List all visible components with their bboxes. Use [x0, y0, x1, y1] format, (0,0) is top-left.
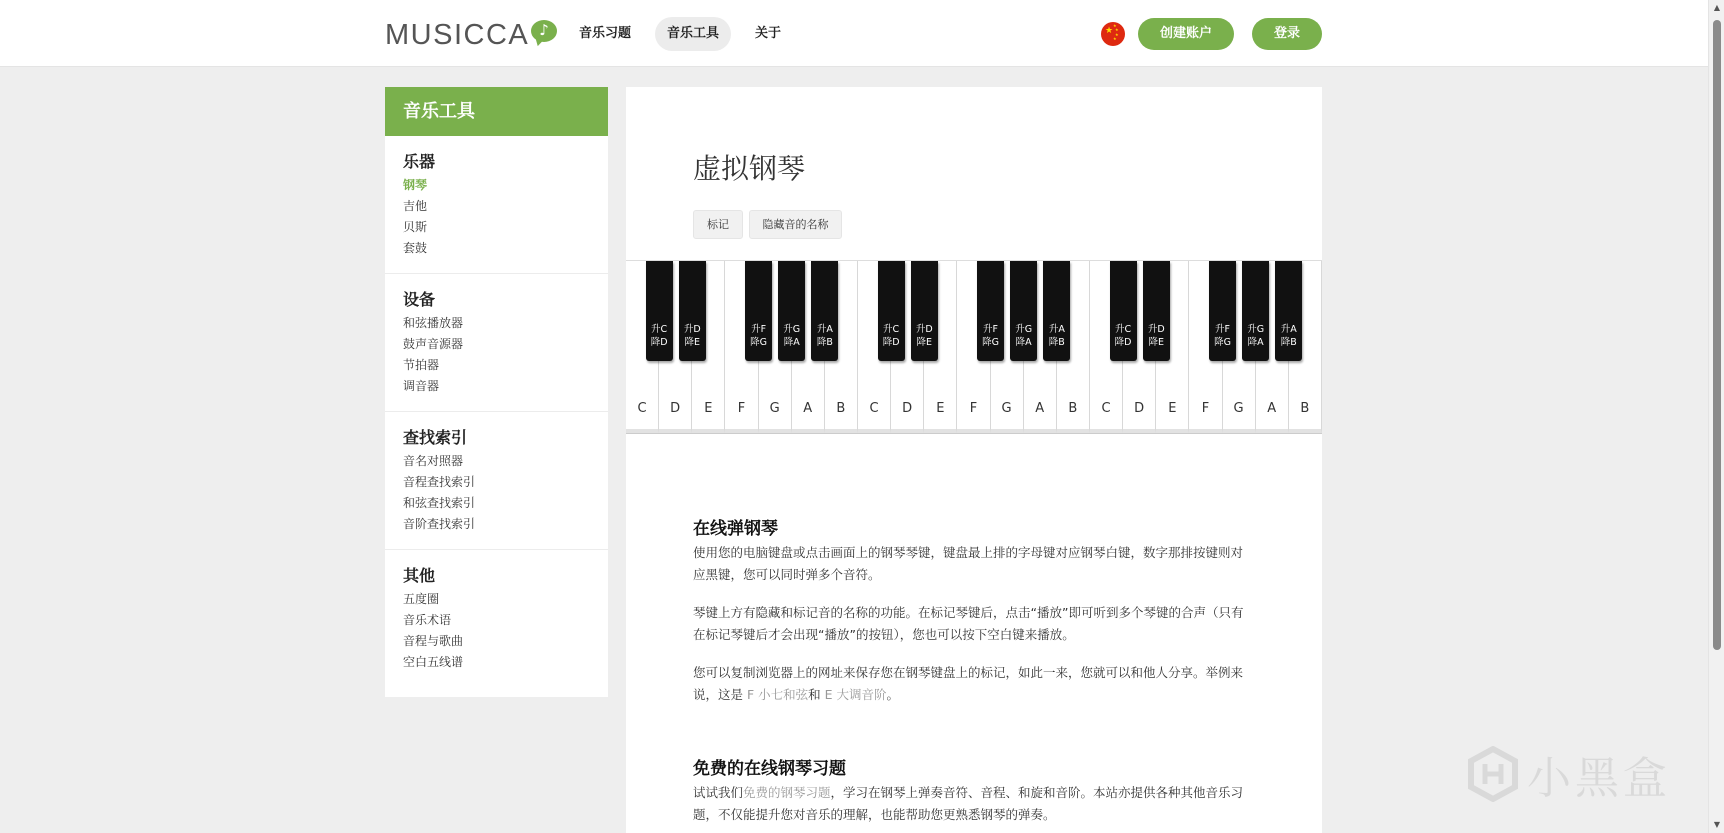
white-key-label: E — [1168, 401, 1177, 416]
white-key-label: G — [1233, 401, 1244, 416]
nav-about[interactable]: 关于 — [755, 26, 782, 41]
musicca-logo[interactable] — [385, 18, 557, 52]
sidebar-item-tuner[interactable]: 调音器 — [403, 379, 440, 393]
sidebar-item-chord-player[interactable]: 和弦播放器 — [403, 316, 464, 330]
sidebar-group-title: 其他 — [403, 566, 436, 585]
link-free-piano-exercises[interactable]: 免费的钢琴习题 — [743, 785, 831, 800]
black-key-label: 升D 降E — [683, 324, 701, 348]
black-key[interactable] — [679, 261, 706, 361]
top-header — [0, 0, 1708, 67]
logo-text: MUSICCA — [385, 19, 530, 51]
scroll-down-icon[interactable]: ▼ — [1713, 820, 1721, 829]
logo-speech-bubble-icon: ♪ — [531, 20, 557, 42]
section-heading-free-exercises: 免费的在线钢琴习题 — [693, 759, 846, 779]
black-key[interactable] — [1275, 261, 1302, 361]
paragraph-intro: 使用您的电脑键盘或点击画面上的钢琴琴键，键盘最上排的字母键对应钢琴白键，数字那排按键则对应黑键，您可以同时弹多个音符。 — [693, 545, 1244, 582]
sidebar-item-metronome[interactable]: 节拍器 — [403, 358, 440, 372]
sidebar-group-title: 查找索引 — [403, 428, 468, 447]
white-key-label: A — [1267, 401, 1277, 416]
white-key-label: F — [1201, 401, 1210, 416]
black-key[interactable] — [878, 261, 905, 361]
black-key-label: 升G 降A — [783, 324, 801, 348]
section-heading-online-piano: 在线弹钢琴 — [693, 519, 778, 539]
watermark-text: 小黑盒 — [1527, 753, 1671, 804]
black-key[interactable] — [778, 261, 805, 361]
sidebar-item-interval-finder[interactable]: 音程查找索引 — [403, 475, 476, 489]
white-key-label: C — [1101, 401, 1111, 416]
black-key[interactable] — [1242, 261, 1269, 361]
sidebar-group-devices — [385, 274, 608, 412]
create-account-button[interactable]: 创建账户 — [1138, 18, 1234, 50]
sidebar-item-music-terms[interactable]: 音乐术语 — [403, 613, 452, 627]
white-key-label: F — [969, 401, 978, 416]
sidebar-item-drums[interactable]: 套鼓 — [403, 241, 428, 255]
sidebar-item-note-names[interactable]: 音名对照器 — [403, 454, 464, 468]
black-key[interactable] — [811, 261, 838, 361]
white-key-label: C — [869, 401, 879, 416]
paragraph-share — [693, 662, 1255, 706]
sidebar-item-scale-finder[interactable]: 音阶查找索引 — [403, 517, 476, 531]
watermark — [1467, 742, 1671, 806]
sidebar-group-title: 设备 — [403, 290, 436, 309]
black-key[interactable] — [745, 261, 772, 361]
black-key-label: 升D 降E — [915, 324, 933, 348]
black-key-label: 升A 降B — [1280, 324, 1297, 348]
sidebar-group-title: 乐器 — [403, 152, 436, 171]
hide-note-names-button[interactable]: 隐藏音的名称 — [749, 210, 842, 239]
black-key-label: 升F 降G — [982, 324, 999, 348]
sidebar-item-chord-finder[interactable]: 和弦查找索引 — [403, 496, 476, 510]
black-key-label: 升A 降B — [1048, 324, 1065, 348]
white-key-label: G — [1001, 401, 1012, 416]
sidebar-title: 音乐工具 — [385, 87, 608, 136]
paragraph-labels: 琴键上方有隐藏和标记音的名称的功能。在标记琴键后，点击“播放”即可听到多个琴键的合声（只有在标记琴键后才会出现“播放”的按钮），您也可以按下空白键来播放。 — [693, 605, 1244, 642]
main-nav — [567, 17, 805, 51]
scroll-thumb[interactable] — [1713, 20, 1721, 650]
exercises-text-a: 试试我们 — [693, 785, 744, 800]
sidebar-item-bass[interactable]: 贝斯 — [403, 220, 428, 234]
sidebar-group-reference — [385, 412, 608, 550]
black-key-label: 升G 降A — [1247, 324, 1265, 348]
black-key-label: 升C 降D — [1114, 324, 1132, 348]
page-title: 虚拟钢琴 — [693, 152, 806, 185]
sidebar-item-intervals-songs[interactable]: 音程与歌曲 — [403, 634, 464, 648]
black-key[interactable] — [1143, 261, 1170, 361]
scroll-up-icon[interactable]: ▲ — [1713, 3, 1721, 12]
black-key[interactable] — [1010, 261, 1037, 361]
white-key-label: C — [637, 401, 647, 416]
nav-exercises[interactable]: 音乐习题 — [579, 26, 632, 41]
black-key-label: 升F 降G — [1214, 324, 1231, 348]
share-text-c: 。 — [886, 687, 900, 702]
black-key[interactable] — [977, 261, 1004, 361]
sidebar-item-piano[interactable]: 钢琴 — [403, 178, 428, 192]
black-key-label: 升A 降B — [816, 324, 833, 348]
sidebar-item-drum-machine[interactable]: 鼓声音源器 — [403, 337, 464, 351]
white-key-label: A — [1035, 401, 1045, 416]
share-text-a: 您可以复制浏览器上的网址来保存您在钢琴键盘上的标记，如此一来，您就可以和他人分享。举例来说，这是 — [693, 665, 1244, 702]
black-key[interactable] — [1043, 261, 1070, 361]
link-e-major-scale[interactable]: E 大调音阶 — [824, 687, 887, 702]
black-key[interactable] — [1110, 261, 1137, 361]
china-flag-icon[interactable]: ★ ★ ★ ★ ★ — [1101, 22, 1125, 46]
black-key[interactable] — [911, 261, 938, 361]
black-key-label: 升C 降D — [650, 324, 668, 348]
main-content — [626, 87, 1322, 833]
black-key-label: 升C 降D — [882, 324, 900, 348]
white-key-label: D — [1134, 401, 1145, 416]
label-button[interactable]: 标记 — [693, 210, 743, 239]
exercises-text-b: ，学习在钢琴上弹奏音符、音程、和旋和音阶。本站亦提供各种其他音乐习题，不仅能提升您对音乐的理解，也能帮助您更熟悉钢琴的弹奏。 — [693, 785, 1244, 822]
white-key-label: G — [769, 401, 780, 416]
watermark-hexagon-icon — [1467, 746, 1519, 802]
white-key-label: B — [1068, 401, 1078, 416]
page-scrollbar[interactable] — [1708, 0, 1724, 833]
white-key-label: F — [737, 401, 746, 416]
paragraph-exercises — [693, 782, 1255, 826]
sidebar-group-other — [385, 550, 608, 687]
sidebar-item-guitar[interactable]: 吉他 — [403, 199, 428, 213]
white-key-label: D — [902, 401, 913, 416]
white-key-label: B — [836, 401, 846, 416]
white-key-label: B — [1300, 401, 1310, 416]
sidebar-group-instruments — [385, 136, 608, 274]
share-text-b: 和 — [808, 687, 825, 702]
sidebar — [385, 87, 608, 697]
white-key-label: E — [936, 401, 945, 416]
white-key-label: E — [704, 401, 713, 416]
black-key[interactable] — [1209, 261, 1236, 361]
piano-keyboard — [626, 260, 1322, 434]
black-key-label: 升G 降A — [1015, 324, 1033, 348]
black-key-label: 升D 降E — [1147, 324, 1165, 348]
nav-tools[interactable]: 音乐工具 — [655, 17, 731, 51]
white-key-label: A — [803, 401, 813, 416]
login-button[interactable]: 登录 — [1252, 18, 1322, 50]
black-key-label: 升F 降G — [750, 324, 767, 348]
sidebar-item-circle-of-fifths[interactable]: 五度圈 — [403, 592, 440, 606]
black-key[interactable] — [646, 261, 673, 361]
white-key-label: D — [670, 401, 681, 416]
sidebar-item-blank-staff[interactable]: 空白五线谱 — [403, 655, 464, 669]
link-f-minor-seventh[interactable]: F 小七和弦 — [746, 687, 809, 702]
